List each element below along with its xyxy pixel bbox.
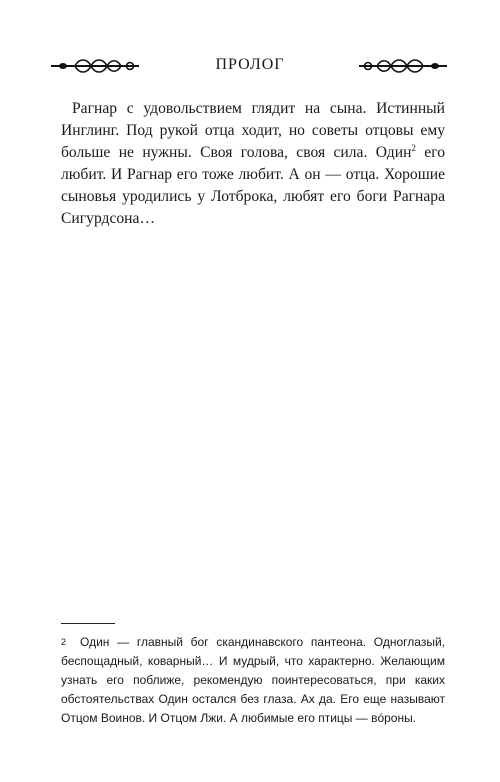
- footnote: [61, 633, 445, 728]
- body-text-part-2: его любит. И Рагнар его тоже любит. А он — отца. Хорошие сыновья уродились у Лотброка, любят его боги Рагнара Сигурдсона…: [61, 144, 446, 227]
- chapter-title: ПРОЛОГ: [215, 56, 285, 73]
- body-text-part-1: Рагнар с удовольствием глядит на сына. Истинный Инглинг. Под рукой отца ходит, но советы отцовы ему больше не нужны. Своя голова, своя сила. Один: [61, 100, 445, 161]
- page-header: [0, 52, 500, 80]
- ornament-right-icon: [359, 56, 447, 76]
- body-paragraph: [61, 98, 445, 230]
- footnote-divider: [61, 623, 115, 624]
- footnote-reference: 2: [411, 142, 416, 153]
- footnote-text: Один — главный бог скандинавского пантеона. Одноглазый, беспощадный, коварный… И мудрый, что характерно. Желающим узнать его поближе, рекомендую поинтересоваться, при каких обстоятельствах Один остался без глаза. Ах да. Его еще называют Отцом Воинов. И Отцом Лжи. А любимые его птицы — вóроны.: [61, 635, 445, 725]
- footnote-number: 2: [61, 637, 67, 647]
- body-text: [61, 98, 445, 230]
